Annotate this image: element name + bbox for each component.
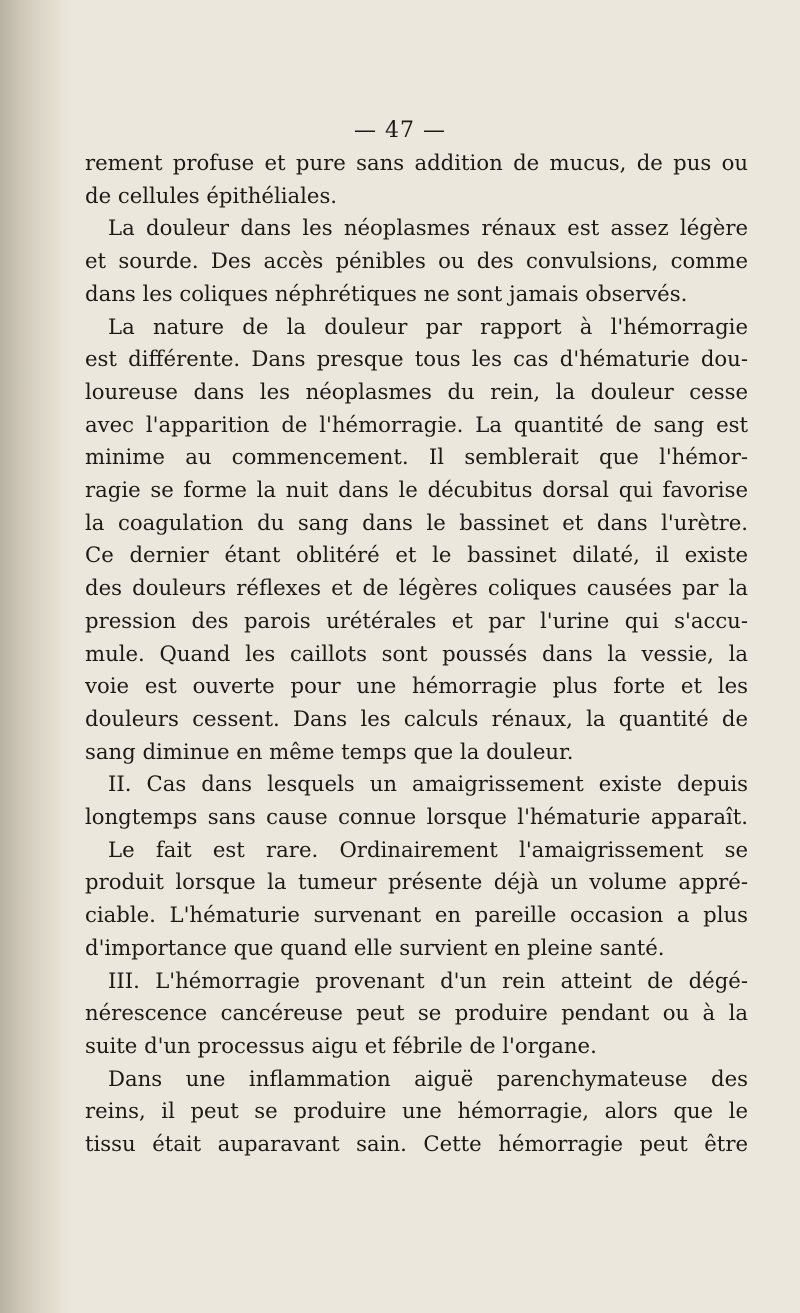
text-line: reins, il peut se produire une hémorragie, alors que le — [85, 1098, 748, 1124]
text-line: et sourde. Des accès pénibles ou des convulsions, comme — [85, 248, 748, 274]
text-line: d'importance que quand elle survient en pleine santé. — [85, 934, 665, 960]
text-line: ragie se forme la nuit dans le décubitus dorsal qui favorise — [85, 477, 748, 503]
text-line: suite d'un processus aigu et fébrile de l'organe. — [85, 1032, 597, 1058]
text-line: des douleurs réflexes et de légères coliques causées par la — [85, 575, 748, 601]
page-number: — 47 — — [354, 118, 446, 143]
text-line: Dans une inflammation aiguë parenchymateuse des — [108, 1065, 748, 1091]
text-line: longtemps sans cause connue lorsque l'hématurie apparaît. — [85, 804, 748, 830]
text-line: avec l'apparition de l'hémorragie. La quantité de sang est — [85, 411, 748, 437]
text-line: Ce dernier étant oblitéré et le bassinet dilaté, il existe — [85, 542, 748, 568]
text-line: La nature de la douleur par rapport à l'hémorragie — [108, 313, 748, 339]
text-line: rement profuse et pure sans addition de mucus, de pus ou — [85, 150, 748, 175]
text-line: sang diminue en même temps que la douleur. — [85, 738, 574, 764]
text-line: de cellules épithéliales. — [85, 182, 338, 208]
text-line: nérescence cancéreuse peut se produire pendant ou à la — [85, 1000, 748, 1026]
text-line: pression des parois urétérales et par l'urine qui s'accu- — [85, 607, 748, 633]
page-edge-shadow — [0, 0, 70, 1313]
text-line: mule. Quand les caillots sont poussés dans la vessie, la — [85, 640, 748, 666]
text-line: voie est ouverte pour une hémorragie plus forte et les — [85, 673, 748, 699]
text-line: tissu était auparavant sain. Cette hémorragie peut être — [85, 1131, 748, 1157]
body-text — [85, 147, 748, 1161]
text-line: ciable. L'hématurie survenant en pareille occasion a plus — [85, 902, 748, 928]
text-line: est différente. Dans presque tous les cas d'hématurie dou- — [85, 346, 748, 372]
text-line: produit lorsque la tumeur présente déjà un volume appré- — [85, 869, 748, 895]
text-line: douleurs cessent. Dans les calculs rénaux, la quantité de — [85, 705, 748, 731]
text-line: III. L'hémorragie provenant d'un rein atteint de dégé- — [108, 967, 748, 993]
text-line: dans les coliques néphrétiques ne sont jamais observés. — [85, 280, 688, 306]
text-line: minime au commencement. Il semblerait que l'hémor- — [85, 444, 748, 470]
text-line: La douleur dans les néoplasmes rénaux est assez légère — [108, 215, 748, 241]
text-line: la coagulation du sang dans le bassinet et dans l'urètre. — [85, 509, 748, 535]
text-line: loureuse dans les néoplasmes du rein, la douleur cesse — [85, 378, 748, 404]
text-line: II. Cas dans lesquels un amaigrissement existe depuis — [108, 771, 748, 797]
text-line: Le fait est rare. Ordinairement l'amaigrissement se — [108, 836, 748, 862]
